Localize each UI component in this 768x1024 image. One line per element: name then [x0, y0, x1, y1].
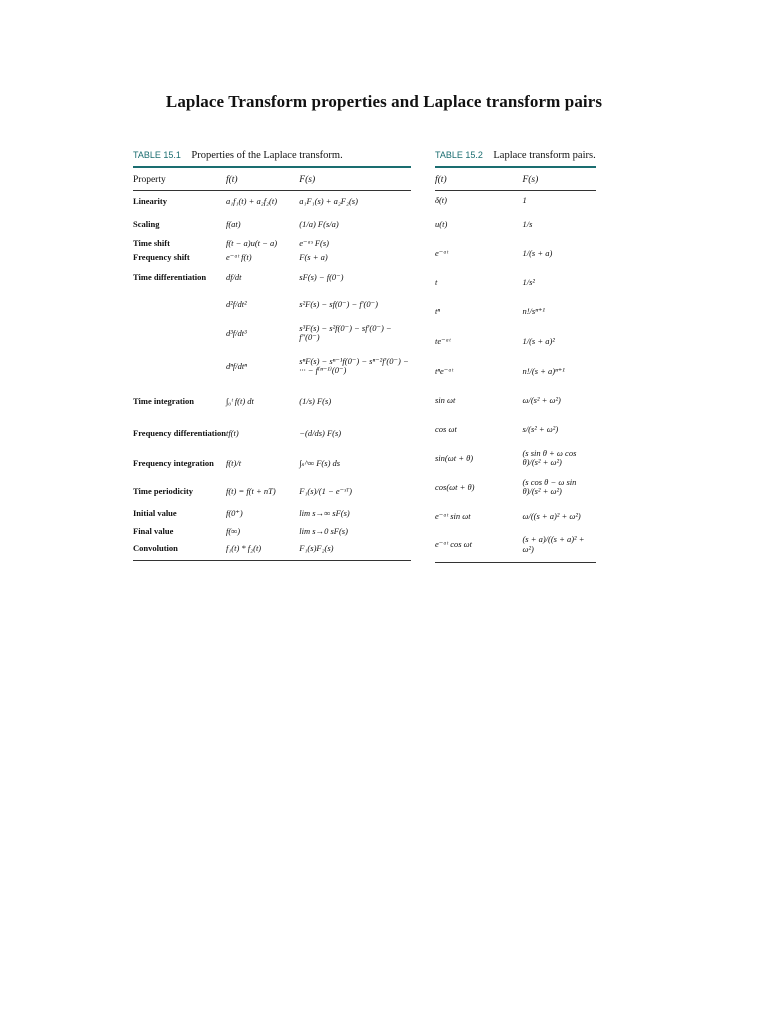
transform-cell: e⁻ᵃˢ F(s): [299, 237, 330, 248]
transform-cell: F(s + a): [299, 251, 328, 262]
transform-cell: s²F(s) − sf(0⁻) − f′(0⁻): [299, 298, 378, 309]
transform-cell: 1/s²: [522, 276, 535, 287]
transform-cell: 1/(s + a)²: [522, 335, 555, 346]
table1-header-f: f(t): [226, 168, 299, 190]
table1-row: [133, 504, 411, 522]
table2-row: [435, 326, 596, 356]
transform-cell: F₁(s)F₂(s): [299, 540, 411, 560]
table2-header-f: f(t): [435, 168, 522, 190]
table2-row: [435, 268, 596, 296]
time-domain-cell: u(t): [435, 218, 448, 229]
time-domain-cell: e⁻ᵃᵗ cos ωt: [435, 530, 522, 562]
property-cell: Scaling: [133, 218, 160, 229]
table1-row: [133, 418, 411, 448]
time-domain-cell: a₁f₁(t) + a₂f₂(t): [225, 195, 278, 206]
time-domain-cell: e⁻ᵃᵗ: [435, 247, 449, 258]
table1-row: [133, 448, 411, 478]
table1-row: [133, 522, 411, 540]
table1-row: [133, 212, 411, 236]
time-domain-cell: sin(ωt + θ): [435, 452, 474, 463]
transform-cell: (1/a) F(s/a): [299, 218, 339, 229]
table1-row: [133, 478, 411, 504]
time-domain-cell: f(t)/t: [225, 457, 242, 468]
table1-caption: [133, 150, 411, 168]
table1-header-F: F(s): [299, 168, 411, 190]
transform-cell: sF(s) − f(0⁻): [299, 271, 344, 282]
transform-cell: F₁(s)/(1 − e⁻ˢᵀ): [299, 485, 352, 496]
time-domain-cell: sin ωt: [435, 394, 456, 405]
table1-row: [133, 290, 411, 318]
table1-header-property: Property: [133, 168, 226, 190]
property-cell: Time periodicity: [133, 485, 194, 496]
property-cell: [133, 318, 226, 348]
table2-header-row: [435, 168, 596, 190]
transform-cell: n!/(s + a)ⁿ⁺¹: [522, 365, 565, 376]
property-cell: [133, 348, 226, 384]
property-cell: Frequency differentiation: [133, 427, 226, 438]
laplace-pairs-table: [435, 150, 596, 563]
table2-row: [435, 472, 596, 502]
table2-row: [435, 502, 596, 530]
table1-body: [133, 190, 411, 560]
time-domain-cell: dⁿf/dtⁿ: [225, 360, 247, 371]
time-domain-cell: t: [435, 276, 438, 287]
time-domain-cell: f(0⁺): [225, 507, 243, 518]
time-domain-cell: tf(t): [225, 427, 239, 438]
table1-row: [133, 348, 411, 384]
time-domain-cell: te⁻ᵃᵗ: [435, 335, 451, 346]
table2-number: TABLE 15.2: [435, 150, 483, 160]
transform-cell: 1/(s + a): [522, 247, 553, 258]
transform-cell: sⁿF(s) − sⁿ⁻¹f(0⁻) − sⁿ⁻²f′(0⁻) − ··· − f⁽ⁿ⁻¹⁾(0⁻): [299, 355, 409, 376]
table2-caption: [435, 150, 596, 168]
transform-cell: 1/s: [522, 218, 533, 229]
time-domain-cell: δ(t): [435, 194, 447, 205]
property-cell: Frequency integration: [133, 457, 214, 468]
table1-number: TABLE 15.1: [133, 150, 181, 160]
transform-cell: 1: [522, 194, 527, 205]
table1-row: [133, 236, 411, 250]
time-domain-cell: e⁻ᵃᵗ f(t): [225, 251, 252, 262]
table2-row: [435, 356, 596, 386]
time-domain-cell: tⁿ: [435, 305, 441, 316]
time-domain-cell: f₁(t) * f₂(t): [226, 540, 299, 560]
table2-row: [435, 414, 596, 444]
transform-cell: s³F(s) − s²f(0⁻) − sf′(0⁻) − f″(0⁻): [299, 322, 392, 343]
time-domain-cell: f(t) = f(t + nT): [225, 485, 276, 496]
transform-cell: (s sin θ + ω cos θ)/(s² + ω²): [522, 447, 577, 468]
table2-body: [435, 190, 596, 562]
table2-row: [435, 530, 596, 562]
time-domain-cell: tⁿe⁻ᵃᵗ: [435, 365, 454, 376]
table1-name: Properties of the Laplace transform.: [191, 150, 343, 161]
time-domain-cell: d²f/dt²: [225, 298, 247, 309]
table1-row: [133, 190, 411, 212]
table2-row: [435, 210, 596, 238]
property-cell: Time integration: [133, 395, 194, 406]
transform-cell: lim s→0 sF(s): [299, 525, 348, 536]
table1-row: [133, 540, 411, 560]
time-domain-cell: cos ωt: [435, 423, 457, 434]
table1-row: [133, 250, 411, 264]
transform-cell: (s cos θ − ω sin θ)/(s² + ω²): [522, 476, 577, 497]
table1-header-row: [133, 168, 411, 190]
time-domain-cell: d³f/dt³: [225, 327, 247, 338]
property-cell: Time shift: [133, 237, 170, 248]
transform-cell: n!/sⁿ⁺¹: [522, 305, 545, 316]
table2-row: [435, 444, 596, 472]
table2-row: [435, 238, 596, 268]
property-cell: Frequency shift: [133, 251, 190, 262]
property-cell: Convolution: [133, 540, 226, 560]
property-cell: Linearity: [133, 195, 167, 206]
time-domain-cell: f(∞): [225, 525, 241, 536]
table1-row: [133, 384, 411, 418]
table2-header-F: F(s): [522, 168, 595, 190]
transform-cell: −(d/ds) F(s): [299, 427, 342, 438]
time-domain-cell: df/dt: [225, 271, 242, 282]
time-domain-cell: cos(ωt + θ): [435, 481, 475, 492]
transform-cell: a₁F₁(s) + a₂F₂(s): [299, 195, 358, 206]
page-title: Laplace Transform properties and Laplace transform pairs: [165, 92, 603, 111]
transform-cell: ∫ₛ^∞ F(s) ds: [299, 457, 341, 468]
transform-cell: lim s→∞ sF(s): [299, 507, 350, 518]
property-cell: [133, 290, 226, 318]
table1-row: [133, 318, 411, 348]
property-cell: Time differentiation: [133, 271, 207, 282]
laplace-properties-table: [133, 150, 411, 561]
time-domain-cell: f(t − a)u(t − a): [225, 237, 278, 248]
transform-cell: (s + a)/((s + a)² + ω²): [522, 530, 595, 562]
time-domain-cell: ∫₀ᵗ f(t) dt: [225, 395, 254, 406]
property-cell: Initial value: [133, 507, 177, 518]
transform-cell: s/(s² + ω²): [522, 423, 559, 434]
time-domain-cell: f(at): [225, 218, 241, 229]
transform-cell: (1/s) F(s): [299, 395, 332, 406]
table1-row: [133, 264, 411, 290]
time-domain-cell: e⁻ᵃᵗ sin ωt: [435, 510, 471, 521]
table2-row: [435, 386, 596, 414]
table2-row: [435, 190, 596, 210]
table2-name: Laplace transform pairs.: [493, 150, 596, 161]
property-cell: Final value: [133, 525, 174, 536]
transform-cell: ω/((s + a)² + ω²): [522, 510, 581, 521]
transform-cell: ω/(s² + ω²): [522, 394, 561, 405]
table2-row: [435, 296, 596, 326]
